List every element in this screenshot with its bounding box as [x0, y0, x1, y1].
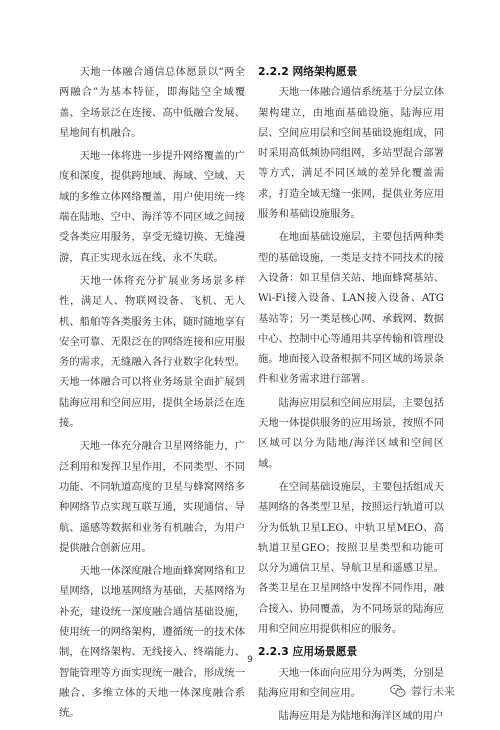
paragraph: 天地一体充分融合卫星网络能力，广泛利用和发挥卫星作用，不同类型、不同功能、不同轨道高度的卫星与蜂窝网络多种网络节点实现互联互通，实现通信、导航、遥感等数据和业务有机融合，为用户提供融合创新应用。: [59, 440, 245, 554]
left-column: [59, 62, 245, 727]
page-number: 9: [247, 655, 253, 665]
paragraph: 在地面基础设施层，主要包括两种类型的基础设施，一类是支持不同技术的接入设备：如卫星信关站、地面蜂窝基站、Wi-Fi接入设备、LAN接入设备、ATG基站等；另一类是核心网、承载网、数据中心、控制中心等通用共享传输和管理设施。地面接入设备根据不同区域的场景条件和业务需求进行部署。: [258, 231, 444, 386]
right-column: [258, 62, 444, 730]
wechat-icon: [390, 684, 406, 698]
paragraph: 天地一体将进一步提升网络覆盖的广度和深度，提供跨地域、海域、空域、天域的多维立体网络覆盖，用户使用统一终端在陆地、空中、海洋等不同区域之间接受各类应用服务，享受无缝切换、无缝漫游，真正实现永远在线、永不失联。: [59, 150, 245, 264]
watermark: [390, 683, 455, 699]
watermark-text: 蓉行未来: [411, 685, 455, 698]
paragraph: 天地一体融合通信系统基于分层立体架构建立，由地面基础设施、陆海应用层、空间应用层和空间基础设施组成，同时采用高低频协同组网，多站型混合部署等方式，满足不同区域的差异化覆盖需求，打造全域无缝一张网，提供业务应用服务和基础设施服务。: [258, 86, 444, 221]
section-heading-network-architecture: 2.2.2 网络架构愿景: [258, 65, 358, 78]
section-heading-application-scenarios: 2.2.3 应用场景愿景: [258, 645, 358, 659]
paragraph: 陆海应用是为陆地和海洋区域的用户: [278, 710, 444, 723]
paragraph: 天地一体融合通信总体愿景以“两全两融合”为基本特征，即海陆空全域覆盖、全场景泛在连接、高中低融合发展、星地间有机融合。: [59, 66, 245, 139]
paragraph: 天地一体面向应用分为两类，分别是陆海应用和空间应用。: [258, 666, 444, 699]
paragraph: 陆海应用层和空间应用层，主要包括天地一体提供服务的应用场景，按照不同区域可以分为陆地/海洋区域和空间区域。: [258, 396, 444, 470]
paragraph: 天地一体将充分扩展业务场景多样性，满足人、物联网设备、飞机、无人机、船舶等各类服务主体，随时随地享有安全可靠、无限泛在的网络连接和应用服务的需求，无缝融入各行业数字化转型。天地一体融合可以将业务场景全面扩展到陆海应用和空间应用，提供全场景泛在连接。: [59, 274, 245, 430]
paragraph: 在空间基础设施层，主要包括组成天基网络的各类型卫星，按照运行轨道可以分为低轨卫星LEO、中轨卫星MEO、高轨道卫星GEO；按照卫星类型和功能可以分为通信卫星、导航卫星和遥感卫星。各类卫星在卫星网络中发挥不同作用，融合接入、协同覆盖，为不同场景的陆海应用和空间应用提供相应的服务。: [258, 480, 444, 636]
paragraph: 天地一体深度融合地面蜂窝网络和卫星网络，以地基网络为基础，天基网络为补充，建设统一深度融合通信基础设施，使用统一的网络架构，遵循统一的技术体制，在网络架构、无线接入、终端能力、智能管理等方面实现统一融合，形成统一融合、多维立体的天地一体深度融合系统。: [59, 565, 245, 720]
